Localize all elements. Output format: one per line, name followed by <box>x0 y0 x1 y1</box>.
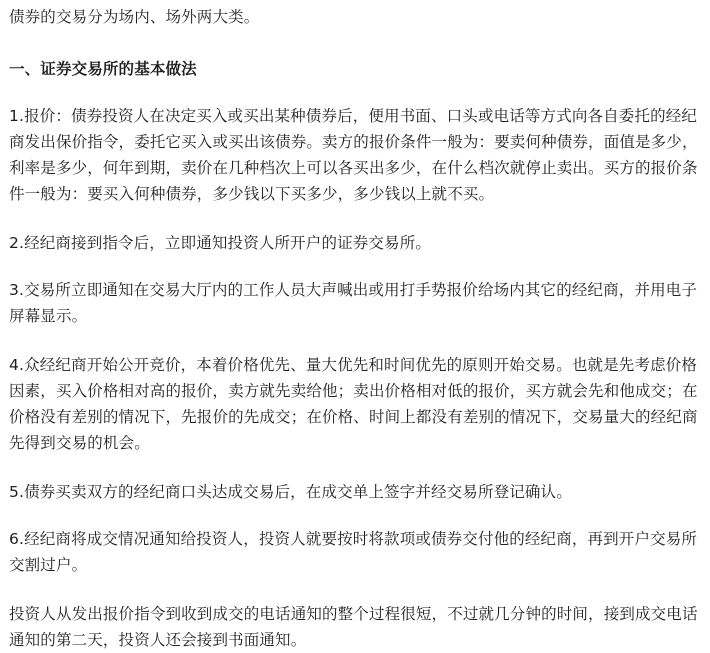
step-5-paragraph: 5.债券买卖双方的经纪商口头达成交易后，在成交单上签字并经交易所登记确认。 <box>9 483 572 501</box>
section-heading: 一、证券交易所的基本做法 <box>9 60 197 78</box>
step-2-paragraph: 2.经纪商接到指令后，立即通知投资人所开户的证券交易所。 <box>9 234 431 252</box>
step-1-paragraph: 1.报价：债券投资人在决定买入或买出某种债券后，便用书面、口头或电话等方式向各自委托的经纪商发出保价指令，委托它买入或买出该债券。卖方的报价条件一般为：要卖何种债券，面值是多少，利率是多少，何年到期，卖价在几种档次上可以各买出多少，在什么档次就停止卖出。买方的报价条件一般为：要买入何种债券，多少钱以下买多少，多少钱以上就不买。 <box>9 107 698 203</box>
step-4-paragraph: 4.众经纪商开始公开竞价，本着价格优先、量大优先和时间优先的原则开始交易。也就是先考虑价格因素，买入价格相对高的报价，卖方就先卖给他；卖出价格相对低的报价，买方就会先和他成交；在价格没有差别的情况下，先报价的先成交；在价格、时间上都没有差别的情况下，交易量大的经纪商先得到交易的机会。 <box>9 356 698 452</box>
step-3-paragraph: 3.交易所立即通知在交易大厅内的工作人员大声喊出或用打手势报价给场内其它的经纪商，并用电子屏幕显示。 <box>9 281 698 325</box>
step-6-paragraph: 6.经纪商将成交情况通知给投资人，投资人就要按时将款项或债券交付他的经纪商，再到开户交易所交割过户。 <box>9 530 698 574</box>
closing-paragraph: 投资人从发出报价指令到收到成交的电话通知的整个过程很短，不过就几分钟的时间，接到成交电话通知的第二天，投资人还会接到书面通知。 <box>9 605 698 649</box>
intro-paragraph: 债券的交易分为场内、场外两大类。 <box>9 8 260 26</box>
